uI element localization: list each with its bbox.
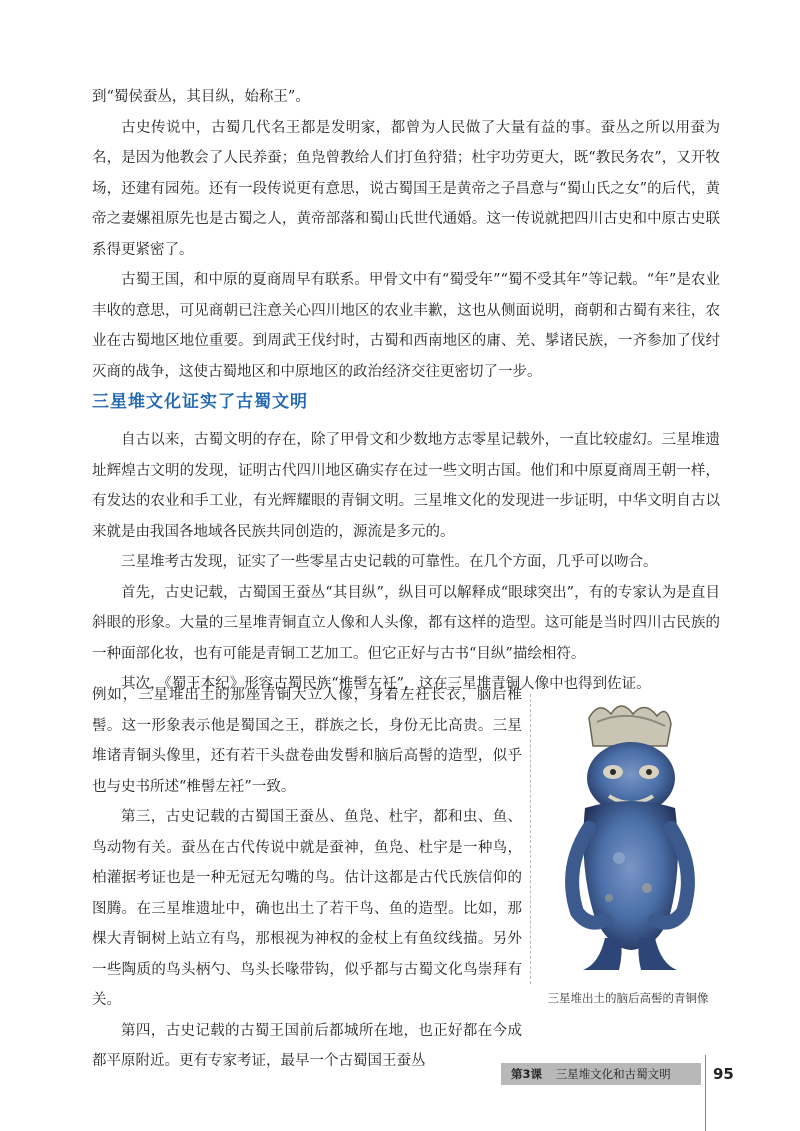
paragraph: 其次，《蜀王本纪》形容古蜀民族“椎髻左衽”，这在三星堆青铜人像中也得到佐证。 [121,676,651,692]
paragraph: 第三，古史记载的古蜀国王蚕丛、鱼凫、杜宇，都和虫、鱼、鸟动物有关。蚕丛在古代传说中就是蚕神，鱼凫、杜宇是一种鸟，柏灌据考证也是一种无冠无勾嘴的鸟。估计这都是古代氏族信仰的图腾。在三星堆遗址中，确也出土了若干鸟、鱼的造型。比如，那棵大青铜树上站立有鸟，那根视为神权的金杖上有鱼纹线描。另外一些陶质的鸟头柄勺、鸟头长喙带钩，似乎都与古蜀文化鸟崇拜有关。 [92,809,522,1008]
paragraph: 自古以来，古蜀文明的存在，除了甲骨文和少数地方志零星记载外，一直比较虚幻。三星堆遗址辉煌古文明的发现，证明古代四川地区确实存在过一些文明古国。他们和中原夏商周王朝一样，有发达的农业和手工业，有光辉耀眼的青铜文明。三星堆文化的发现进一步证明，中华文明自古以来就是由我国各地域各民族共同创造的，源流是多元的。 [92,432,720,540]
section-heading: 三星堆文化证实了古蜀文明 [92,392,308,412]
footer-lesson-bar [501,1063,701,1085]
paragraph: 首先，古史记载，古蜀国王蚕丛“其目纵”，纵目可以解释成“眼球突出”，有的专家认为是直目斜眼的形象。大量的三星堆青铜直立人像和人头像，都有这样的造型。这可能是当时四川古民族的一种面部化妆，也有可能是青铜工艺加工。但它正好与古书“目纵”描绘相符。 [92,584,720,662]
paragraph: 古史传说中，古蜀几代名王都是发明家，都曾为人民做了大量有益的事。蚕丛之所以用蚕为名，是因为他教会了人民养蚕；鱼凫曾教给人们打鱼狩猎；杜宇功劳更大，既“教民务农”，又开牧场，还建有园苑。还有一段传说更有意思，说古蜀国王是黄帝之子昌意与“蜀山氏之女”的后代，黄帝之妻嫘祖原先也是古蜀之人，黄帝部落和蜀山氏世代通婚。这一传说就把四川古史和中原古史联系得更紧密了。 [92,119,720,258]
paragraph: 到“蜀侯蚕丛，其目纵，始称王”。 [92,89,310,105]
page-number: 95 [713,1065,734,1083]
figure-caption: 三星堆出土的脑后高髻的青铜像 [547,991,709,1005]
top-text-block [92,82,720,387]
bronze-figure-photo [530,694,721,984]
wrapped-text-block [92,680,522,1077]
paragraph: 第四，古史记载的古蜀王国前后都城所在地，也正好都在今成都平原附近。更有专家考证，最早一个古蜀国王蚕丛 [92,1022,522,1069]
mid-text-block [92,425,720,700]
paragraph: 例如，三星堆出土的那座青铜大立人像，身着左衽长衣，脑后椎髻。这一形象表示他是蜀国之王，群族之长，身份无比高贵。三星堆诸青铜头像里，还有若干头盘卷曲发髻和脑后高髻的造型，似乎也与史书所述“椎髻左衽”一致。 [92,687,522,795]
paragraph: 古蜀王国，和中原的夏商周早有联系。甲骨文中有“蜀受年”“蜀不受其年”等记载。“年”是农业丰收的意思，可见商朝已注意关心四川地区的农业丰歉，这也从侧面说明，商朝和古蜀有来往，农业在古蜀地区地位重要。到周武王伐纣时，古蜀和西南地区的庸、羌、髳诸民族，一齐参加了伐纣灭商的战争，这使古蜀地区和中原地区的政治经济交往更密切了一步。 [92,272,720,380]
footer-divider [705,1055,706,1131]
lesson-number: 第3课 [511,1067,543,1081]
paragraph: 三星堆考古发现，证实了一些零星古史记载的可靠性。在几个方面，几乎可以吻合。 [121,554,658,570]
lesson-title: 三星堆文化和古蜀文明 [555,1067,671,1081]
bronze-statue-illustration [549,698,709,978]
